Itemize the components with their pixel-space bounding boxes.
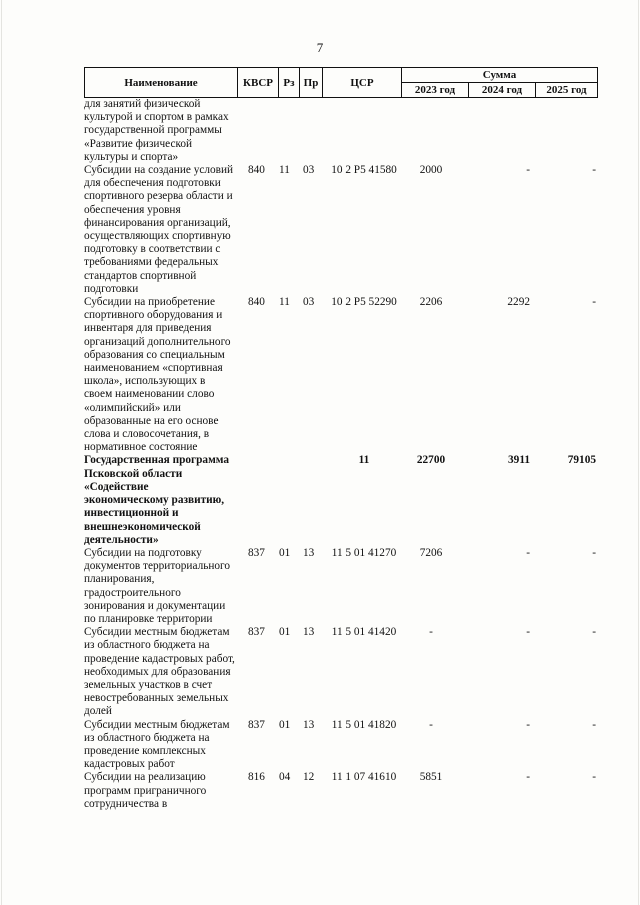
row-name: Субсидии местным бюджетам из областного бюджета на проведение кадастровых работ, необходимых для образования земельных участков в счет невостребованных земельных долей xyxy=(84,626,235,718)
cell-2025: - xyxy=(592,771,596,784)
row-name: для занятий физической культурой и спортом в рамках государственной программы «Развитие физической культуры и спорта» xyxy=(84,98,229,163)
cell-kvsr: 837 xyxy=(248,718,265,731)
table-row xyxy=(84,98,598,164)
cell-kvsr: 840 xyxy=(248,296,265,309)
cell-csr: 10 2 Р5 41580 xyxy=(331,164,397,177)
table-row xyxy=(84,296,598,454)
cell-pr: 03 xyxy=(303,164,315,177)
table-row xyxy=(84,771,598,811)
table-body xyxy=(84,98,598,811)
header-sum: Сумма xyxy=(402,68,598,83)
cell-2024: 3911 xyxy=(508,454,530,467)
scan-edge-left xyxy=(1,0,2,905)
cell-csr: 11 5 01 41420 xyxy=(331,626,397,639)
scan-edge-right xyxy=(638,0,639,905)
cell-pr: 13 xyxy=(303,718,315,731)
cell-kvsr: 837 xyxy=(248,626,265,639)
cell-rz: 01 xyxy=(279,546,291,559)
table-row xyxy=(84,547,598,626)
row-name: Субсидии местным бюджетам из областного бюджета на проведение комплексных кадастровых работ xyxy=(84,718,230,771)
cell-2025: - xyxy=(592,718,596,731)
cell-2023: 2206 xyxy=(419,296,443,309)
cell-2025: 79105 xyxy=(567,454,596,467)
table-header xyxy=(84,67,598,98)
cell-2024: - xyxy=(526,771,530,784)
cell-2024: 2292 xyxy=(507,296,530,309)
table-row xyxy=(84,626,598,718)
page-number: 7 xyxy=(316,40,324,55)
row-name: Субсидии на создание условий для обеспечения подготовки спортивного резерва области и обеспечения уровня финансирования организаций, осуществляющих спортивную подготовку в соответствии с требованиями федеральных стандартов спортивной подготовки xyxy=(84,164,234,295)
header-year-2023: 2023 год xyxy=(402,83,469,98)
cell-2024: - xyxy=(526,718,530,731)
header-year-2025: 2025 год xyxy=(536,83,598,98)
cell-kvsr: 837 xyxy=(248,546,265,559)
table-row xyxy=(84,164,598,296)
row-name: Государственная программа Псковской области «Содействие экономическому развитию, инвестиционной и внешнеэкономической деятельности» xyxy=(84,454,230,546)
header-year-2024: 2024 год xyxy=(469,83,536,98)
cell-2025: - xyxy=(592,546,596,559)
cell-rz: 11 xyxy=(279,164,290,177)
header-pr: Пр xyxy=(300,68,323,98)
cell-2025: - xyxy=(592,626,596,639)
cell-csr: 11 5 01 41270 xyxy=(331,546,397,559)
cell-rz: 01 xyxy=(279,626,291,639)
cell-2023: 5851 xyxy=(419,771,443,784)
cell-2024: - xyxy=(526,546,530,559)
cell-pr: 12 xyxy=(303,771,315,784)
row-name: Субсидии на подготовку документов территориального планирования, градостроительного зонирования и документации по планировке территории xyxy=(84,546,231,625)
cell-2023: 7206 xyxy=(419,546,443,559)
program-row xyxy=(84,454,598,546)
cell-2025: - xyxy=(592,296,596,309)
header-csr: ЦСР xyxy=(323,68,402,98)
cell-csr: 11 1 07 41610 xyxy=(331,771,397,784)
cell-pr: 13 xyxy=(303,546,315,559)
header-name: Наименование xyxy=(85,68,238,98)
header-kvsr: КВСР xyxy=(238,68,279,98)
cell-pr: 03 xyxy=(303,296,315,309)
row-name: Субсидии на приобретение спортивного оборудования и инвентаря для приведения организаций дополнительного образования со специальным наименованием «спортивная школа», использующих в своем наименовании слово «олимпийский» или образованные на его основе слова и словосочетания, в нормативное состояние xyxy=(84,296,231,454)
cell-2023: - xyxy=(429,718,433,731)
cell-kvsr: 840 xyxy=(248,164,265,177)
cell-pr: 13 xyxy=(303,626,315,639)
cell-2023: 22700 xyxy=(416,454,446,467)
cell-rz: 01 xyxy=(279,718,291,731)
cell-rz: 11 xyxy=(279,296,290,309)
cell-csr: 11 xyxy=(358,454,370,467)
cell-csr: 10 2 Р5 52290 xyxy=(331,296,397,309)
table-row xyxy=(84,719,598,772)
cell-2023: 2000 xyxy=(419,164,443,177)
row-name: Субсидии на реализацию программ приграничного сотрудничества в xyxy=(84,771,207,810)
cell-csr: 11 5 01 41820 xyxy=(331,718,397,731)
cell-kvsr: 816 xyxy=(248,771,265,784)
cell-2024: - xyxy=(526,164,530,177)
cell-2024: - xyxy=(526,626,530,639)
header-rz: Рз xyxy=(279,68,300,98)
cell-rz: 04 xyxy=(279,771,291,784)
cell-2025: - xyxy=(592,164,596,177)
cell-2023: - xyxy=(429,626,433,639)
